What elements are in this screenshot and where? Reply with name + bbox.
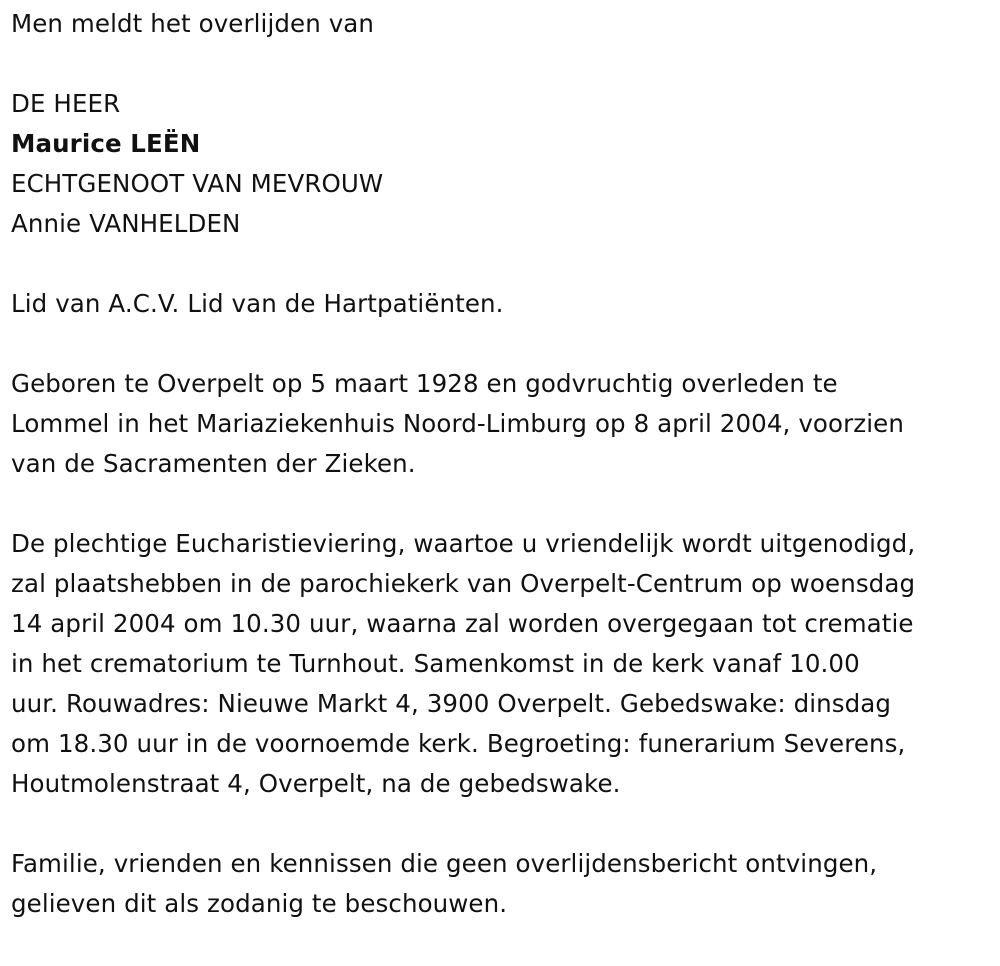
notice-intro: Men meldt het overlijden van xyxy=(11,9,375,38)
spouse-label: ECHTGENOOT VAN MEVROUW xyxy=(11,169,384,198)
deceased-name: Maurice LEËN xyxy=(11,129,201,158)
birth-death-paragraph xyxy=(11,364,996,484)
closing-line: Familie, vrienden en kennissen die geen overlijdensbericht ontvingen, xyxy=(11,849,878,878)
birth-death-line: Lommel in het Mariaziekenhuis Noord-Limburg op 8 april 2004, voorzien xyxy=(11,409,904,438)
ceremony-line: Houtmolenstraat 4, Overpelt, na de gebedswake. xyxy=(11,769,621,798)
death-notice xyxy=(11,4,996,924)
ceremony-line: om 18.30 uur in de voornoemde kerk. Begroeting: funerarium Severens, xyxy=(11,729,906,758)
ceremony-line: 14 april 2004 om 10.30 uur, waarna zal worden overgegaan tot crematie xyxy=(11,609,914,638)
birth-death-line: Geboren te Overpelt op 5 maart 1928 en godvruchtig overleden te xyxy=(11,369,838,398)
ceremony-line: zal plaatshebben in de parochiekerk van Overpelt-Centrum op woensdag xyxy=(11,569,916,598)
spouse-name: Annie VANHELDEN xyxy=(11,209,241,238)
closing-line: gelieven dit als zodanig te beschouwen. xyxy=(11,889,508,918)
birth-death-line: van de Sacramenten der Zieken. xyxy=(11,449,416,478)
membership-line: Lid van A.C.V. Lid van de Hartpatiënten. xyxy=(11,289,504,318)
closing-paragraph xyxy=(11,844,996,924)
membership-paragraph xyxy=(11,284,996,324)
ceremony-line: uur. Rouwadres: Nieuwe Markt 4, 3900 Overpelt. Gebedswake: dinsdag xyxy=(11,689,892,718)
ceremony-line: De plechtige Eucharistieviering, waartoe u vriendelijk wordt uitgenodigd, xyxy=(11,529,916,558)
ceremony-line: in het crematorium te Turnhout. Samenkomst in de kerk vanaf 10.00 xyxy=(11,649,860,678)
ceremony-paragraph xyxy=(11,524,996,804)
deceased-block xyxy=(11,84,996,244)
title-prefix: DE HEER xyxy=(11,89,121,118)
